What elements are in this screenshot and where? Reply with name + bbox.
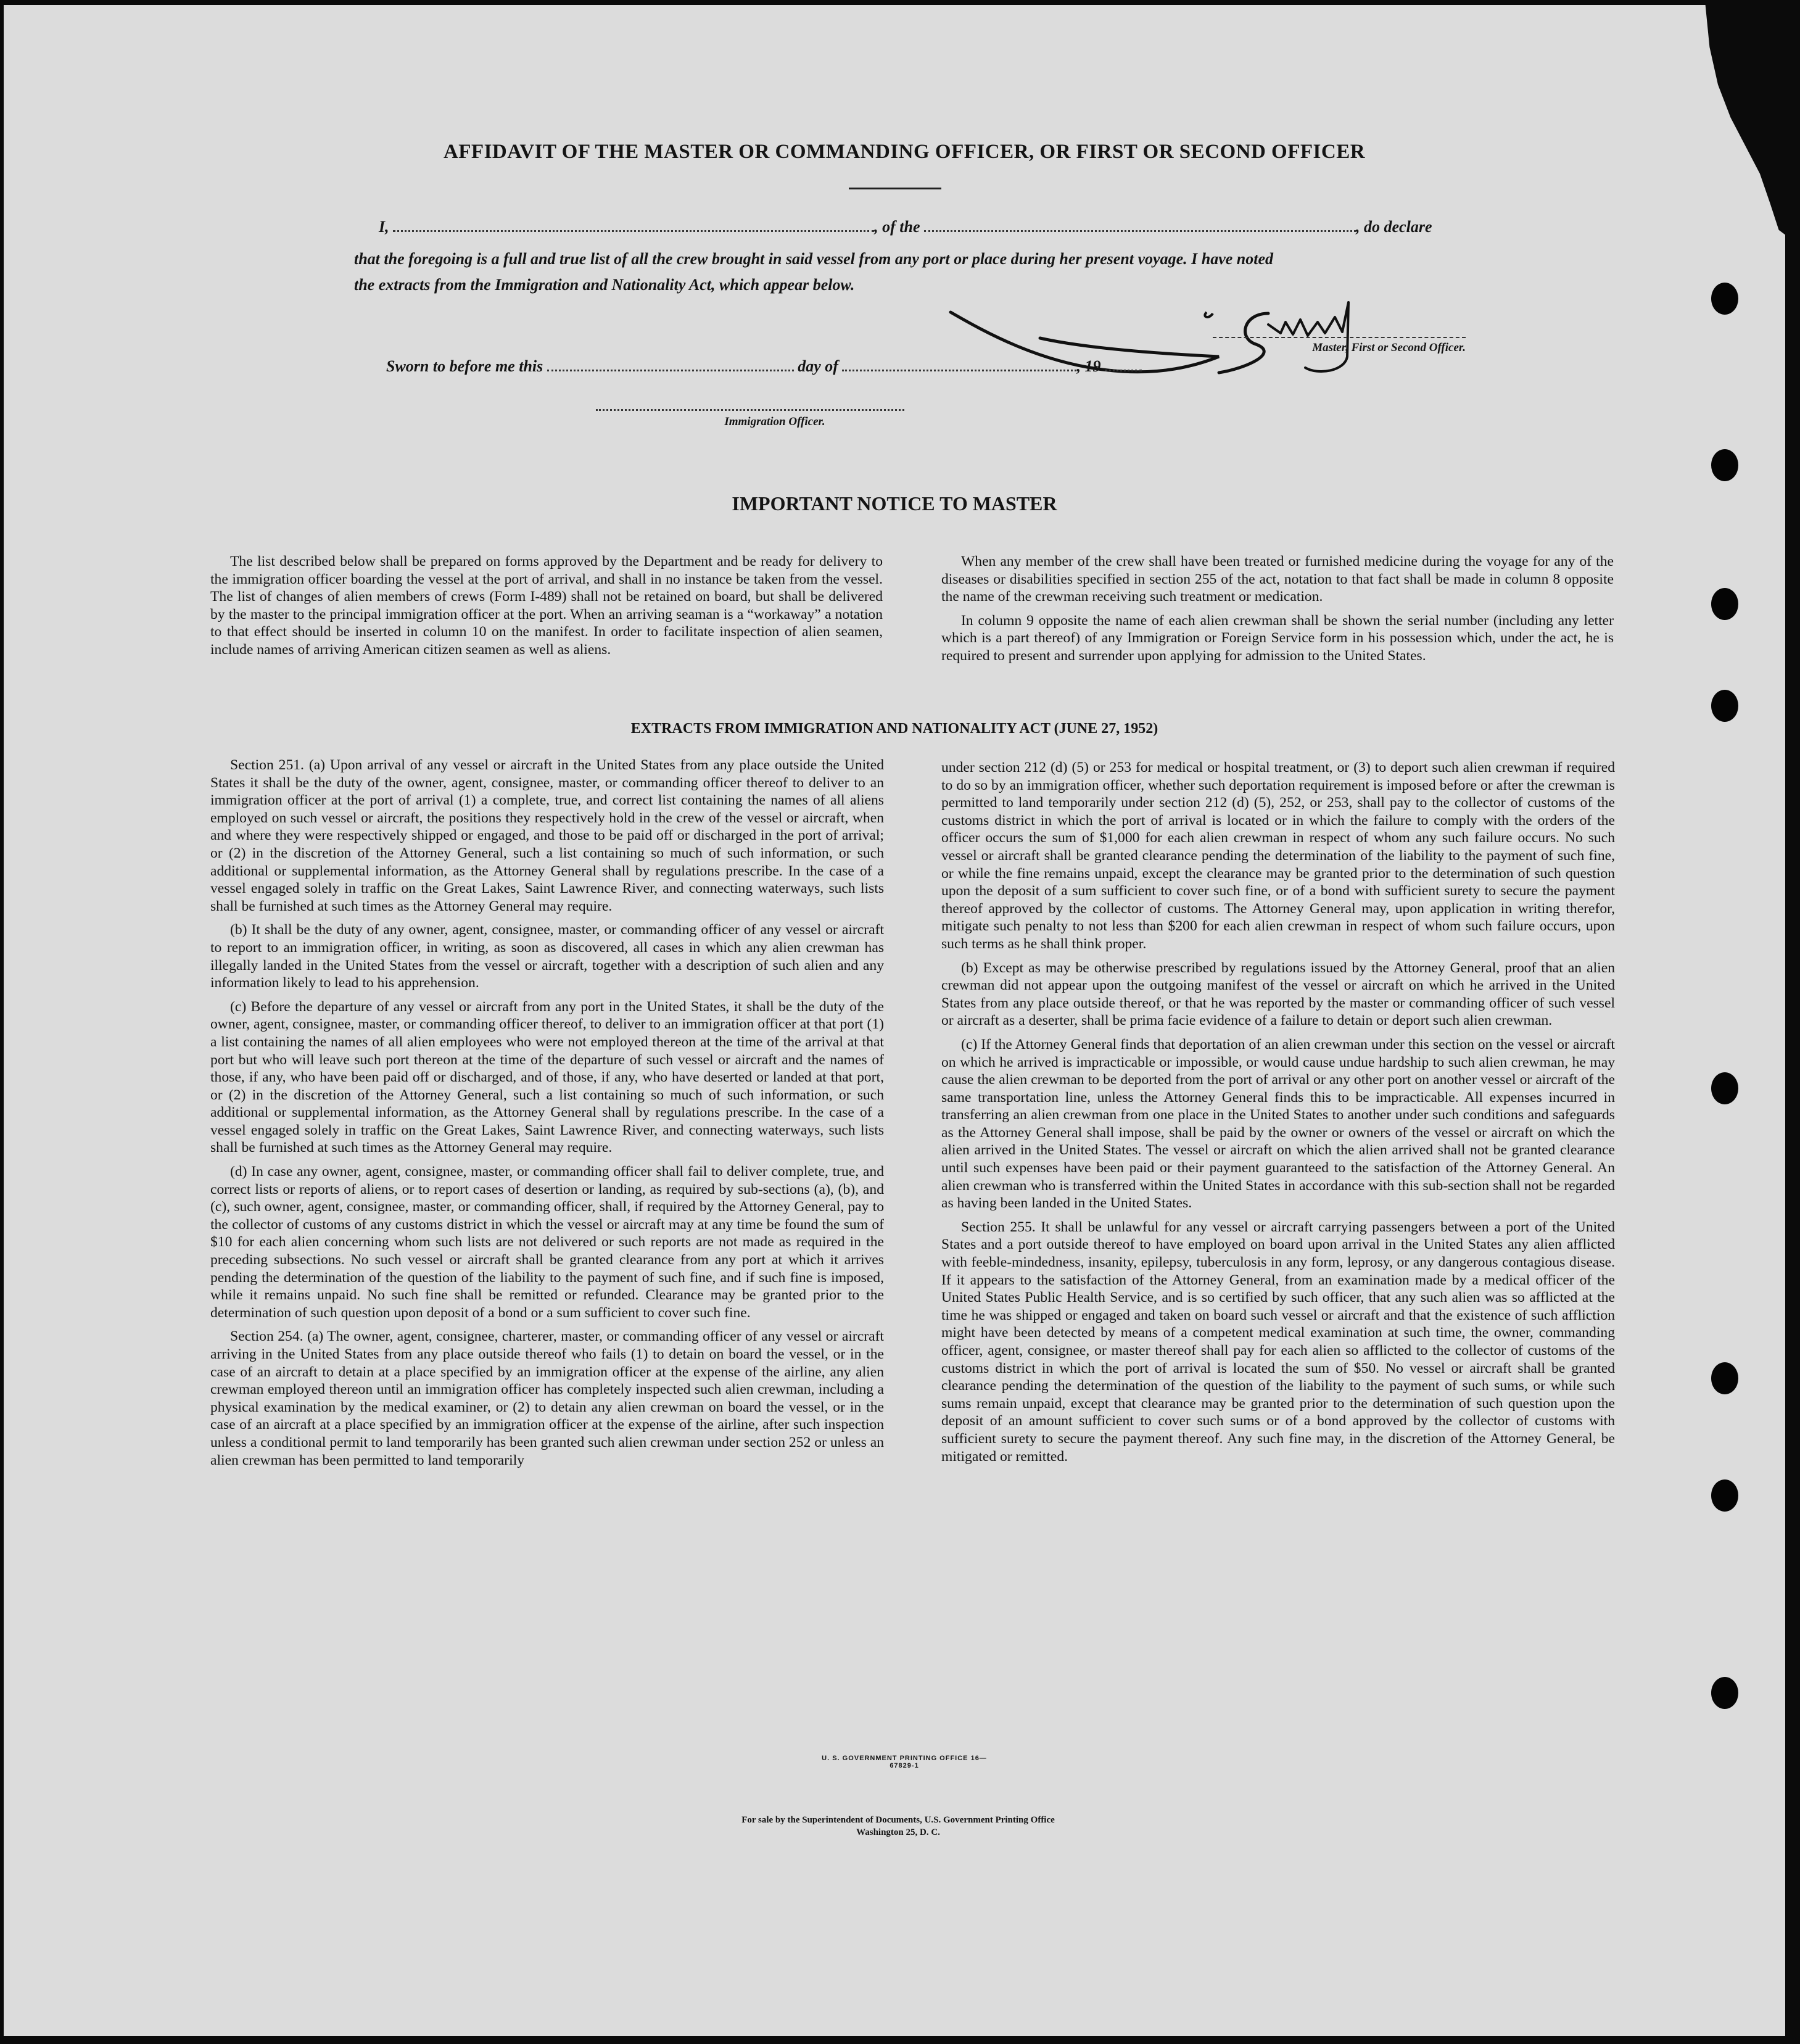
for-sale-address: Washington 25, D. C. <box>856 1827 940 1837</box>
binder-hole <box>1711 1072 1738 1104</box>
vessel-name-field[interactable] <box>924 220 1356 232</box>
day-of-label: day of <box>798 357 838 375</box>
act-paragraph: Section 255. It shall be unlawful for any vessel or aircraft carrying passengers between a port of the United States and a port outside thereof to have employed on board upon arrival in the United States any alien afflicted with feeble-mindedness, insanity, epilepsy, tuberculosis in any form, leprosy, or any dangerous contagious disease. If it appears to the satisfaction of the Attorney General, from an examination made by a medical officer of the United States Public Health Service, and is so certified by such officer, that any such alien was so afflicted at the time he was shipped or engaged and taken on board such vessel or aircraft and that the existence of such affliction might have been detected by means of a competent medical examination at such time, the owner, commanding officer, agent, consignee, or master thereof shall pay for each alien so afflicted to the collector of customs of the customs district in which the port of arrival is located the sum of $50. No vessel or aircraft shall be granted clearance pending the determination of the question of the liability to the payment of such sums, or while such sums remain unpaid, except that clearance may be granted prior to the determination of such question upon the deposit of an amount sufficient to cover such sums or of a bond approved by the collector of customs with sufficient surety to secure the payment thereof. Any such fine may, in the discretion of the Attorney General, be mitigated or remitted. <box>941 1219 1615 1465</box>
binder-hole <box>1711 1362 1738 1394</box>
sworn-year-field[interactable] <box>1105 360 1142 371</box>
act-paragraph: (d) In case any owner, agent, consignee, master, or commanding officer shall fail to deliver complete, true, and correct lists or reports of aliens, or to report cases of desertion or landing, as required by sub-sections (a), (b), and (c), such owner, agent, consignee, master, or commanding officer, shall, if required by the Attorney General, pay to the collector of customs of any customs district in which the vessel or aircraft may at any time be found the sum of $10 for each alien concerning whom such lists are not delivered or such reports are not made as required in the preceding subsections. No such vessel or aircraft shall be granted clearance from any port at which it arrives pending the determination of the question of the liability to the payment of such fine, and if such fine is imposed, while it remains unpaid. No such fine shall be remitted or refunded. Clearance may be granted prior to the determination of such question upon deposit of a bond or a sum sufficient to cover such fine. <box>210 1164 884 1321</box>
notice-paragraph: The list described below shall be prepared on forms approved by the Department and be ready for delivery to the immigration officer boarding the vessel at the port of arrival, and shall in no instance be taken from the vessel. The list of changes of alien members of crews (Form I-489) shall not be retained on board, but shall be delivered by the master to the principal immigration officer at the port. When an arriving seaman is a “workaway” a notation to that effect should be inserted in column 10 on the manifest. In order to facilitate inspection of alien seamen, include names of arriving American citizen seamen as well as aliens. <box>210 553 883 658</box>
printing-office-imprint: U. S. GOVERNMENT PRINTING OFFICE 16—67829-1 <box>822 1755 987 1769</box>
sworn-label: Sworn to before me this <box>386 357 543 375</box>
act-paragraph: (b) It shall be the duty of any owner, agent, consignee, master, or commanding officer of any vessel or aircraft to report to an immigration officer, in writing, as soon as discovered, all cases in which any alien crewman has illegally landed in the United States from the vessel or aircraft, together with a description of such alien and any information likely to lead to his apprehension. <box>210 922 884 991</box>
affidavit-title: AFFIDAVIT OF THE MASTER OR COMMANDING OFFICER, OR FIRST OR SECOND OFFICER <box>443 141 1366 163</box>
binder-hole <box>1711 1479 1738 1512</box>
act-paragraph: Section 251. (a) Upon arrival of any vessel or aircraft in the United States from any place outside the United States it shall be the duty of the owner, agent, consignee, master, or commanding officer thereof to deliver to an immigration officer at the port of arrival (1) a complete, true, and correct list containing the names of all aliens employed on such vessel or aircraft, the positions they respectively hold in the crew of the vessel or aircraft, when and where they were respectively shipped or engaged, and those to be paid off or discharged in the port of arrival; or (2) in the discretion of the Attorney General, such a list containing so much of such information, or such additional or supplemental information, as the Attorney General shall by regulations prescribe. In the case of a vessel engaged solely in traffic on the Great Lakes, Saint Lawrence River, and connecting waterways, such lists shall be furnished at such times as the Attorney General may require. <box>210 757 884 914</box>
notice-paragraph: When any member of the crew shall have been treated or furnished medicine during the voyage for any of the diseases or disabilities specified in section 255 of the act, notation to that fact shall be made in column 8 opposite the name of the crewman receiving such treatment or medication. <box>941 553 1614 605</box>
notice-title: IMPORTANT NOTICE TO MASTER <box>732 492 1057 515</box>
extracts-left-column <box>210 756 884 1469</box>
immigration-officer-line[interactable] <box>596 409 904 411</box>
act-paragraph: under section 212 (d) (5) or 253 for medical or hospital treatment, or (3) to deport such alien crewman if required to do so by an immigration officer, whether such deportation requirement is imposed before or after the crewman is permitted to land temporarily under section 212 (d) (5), 252, or 253, shall pay to the collector of customs of the customs district in which the port of arrival is located or in which the failure to comply with the orders of the officer occurs the sum of $1,000 for each alien crewman in respect of whom any such failure occurs. No such vessel or aircraft shall be granted clearance pending the determination of the liability to the payment of such fine, or while the fine remains unpaid, except the clearance may be granted prior to the determination of such question upon the deposit of a sum sufficient to cover such fine, or of a bond with sufficient surety to secure the payment thereof approved by the collector of customs. The Attorney General may, upon application in writing therefor, mitigate such penalty to not less than $200 for each alien crewman in respect of whom such failure occurs, upon such terms as he shall think proper. <box>941 759 1615 952</box>
sworn-day-field[interactable] <box>547 360 794 371</box>
act-paragraph: (b) Except as may be otherwise prescribed by regulations issued by the Attorney General, proof that an alien crewman did not appear upon the outgoing manifest of the vessel or aircraft on which he arrived in the United States from any place outside thereof, or that he was reported by the master or commanding officer of such vessel or aircraft as a deserter, shall be prima facie evidence of a failure to detain or deport such alien crewman. <box>941 959 1615 1029</box>
binder-hole <box>1711 449 1738 481</box>
for-sale-line: For sale by the Superintendent of Documents, U.S. Government Printing Office <box>741 1815 1055 1825</box>
notice-right-column <box>941 553 1614 665</box>
year-label: , 19 <box>1076 357 1101 375</box>
extracts-title: EXTRACTS FROM IMMIGRATION AND NATIONALITY ACT (JUNE 27, 1952) <box>630 721 1158 737</box>
sworn-month-field[interactable] <box>842 360 1076 371</box>
master-name-field[interactable] <box>393 220 874 232</box>
binder-hole <box>1711 690 1738 722</box>
act-paragraph: (c) Before the departure of any vessel or aircraft from any port in the United States, it shall be the duty of the owner, agent, consignee, master, or commanding officer thereof, to deliver to an immigration officer at that port (1) a list containing the names of all alien employees who were not employed thereon at the time of the arrival at that port but who will leave such port thereon at the time of the departure of such vessel or aircraft and the names of those, if any, who have been paid off or discharged, and of those, if any, who have deserted or landed at that port, or (2) in the discretion of the Attorney General, such a list containing so much of such information, or such additional or supplemental information, as the Attorney General shall by regulations prescribe. In the case of a vessel engaged solely in traffic on the Great Lakes, Saint Lawrence River, and connecting waterways, such lists shall be furnished at such times as the Attorney General may require. <box>210 998 884 1156</box>
master-signature-caption: Master, First or Second Officer. <box>1312 341 1466 354</box>
extracts-right-column <box>941 759 1615 1465</box>
declaration-line-2: that the foregoing is a full and true list of all the crew brought in said vessel from any port or place during her present voyage. I have noted <box>354 250 1274 268</box>
notice-paragraph: In column 9 opposite the name of each alien crewman shall be shown the serial number (including any letter which is a part thereof) of any Immigration or Foreign Service form in his possession which, under the act, he is required to present and surrender upon applying for admission to the United States. <box>941 612 1614 664</box>
immigration-officer-caption: Immigration Officer. <box>724 415 825 428</box>
sworn-line <box>386 354 1225 379</box>
title-rule <box>849 188 941 189</box>
declaration-prefix: I, <box>379 218 389 236</box>
act-paragraph: Section 254. (a) The owner, agent, consignee, charterer, master, or commanding officer of any vessel or aircraft arriving in the United States from any place outside thereof who fails (1) to detain on board the vessel, or in the case of an aircraft to detain at a place specified by an immigration officer at the expense of the airline, any alien crewman employed thereon until an immigration officer has completely inspected such alien crewman, including a physical examination by the medical examiner, or (2) to detain any alien crewman on board the vessel, or in the case of an aircraft at a place specified by an immigration officer at the expense of the airline, after such inspection unless a conditional permit to land temporarily has been granted such alien crewman under section 252 or unless an alien crewman has been permitted to land temporarily <box>210 1328 884 1468</box>
master-signature-line[interactable] <box>1213 337 1466 338</box>
declare-label: , do declare <box>1356 218 1432 236</box>
notice-left-column <box>210 553 883 659</box>
binder-hole <box>1711 588 1738 620</box>
of-the-label: , of the <box>874 218 920 236</box>
for-sale-notice <box>633 1814 1163 1839</box>
act-paragraph: (c) If the Attorney General finds that deportation of an alien crewman under this section on the vessel or aircraft on which he arrived is impracticable or impossible, or would cause undue hardship to such alien crewman, he may cause the alien crewman to be deported from the port of arrival or any other port on another vessel or aircraft of the same transportation line, unless the Attorney General finds this to be impracticable. All expenses incurred in transferring an alien crewman from one place in the United States to another under such conditions and safeguards as the Attorney General shall impose, shall be paid by the owner or owners of the vessel or aircraft on which the alien arrived in the United States. The vessel or aircraft on which the alien arrived shall not be granted clearance until such expenses have been paid or their payment guaranteed to the satisfaction of the Attorney General. An alien crewman who is transferred within the United States in accordance with this sub-section shall not be regarded as having been landed in the United States. <box>941 1036 1615 1212</box>
torn-corner <box>1686 5 1785 239</box>
declaration-line-1 <box>354 215 1471 239</box>
declaration-line-3: the extracts from the Immigration and Nationality Act, which appear below. <box>354 276 855 294</box>
binder-hole <box>1711 283 1738 315</box>
document-page <box>4 5 1785 2036</box>
binder-hole <box>1711 1677 1738 1709</box>
